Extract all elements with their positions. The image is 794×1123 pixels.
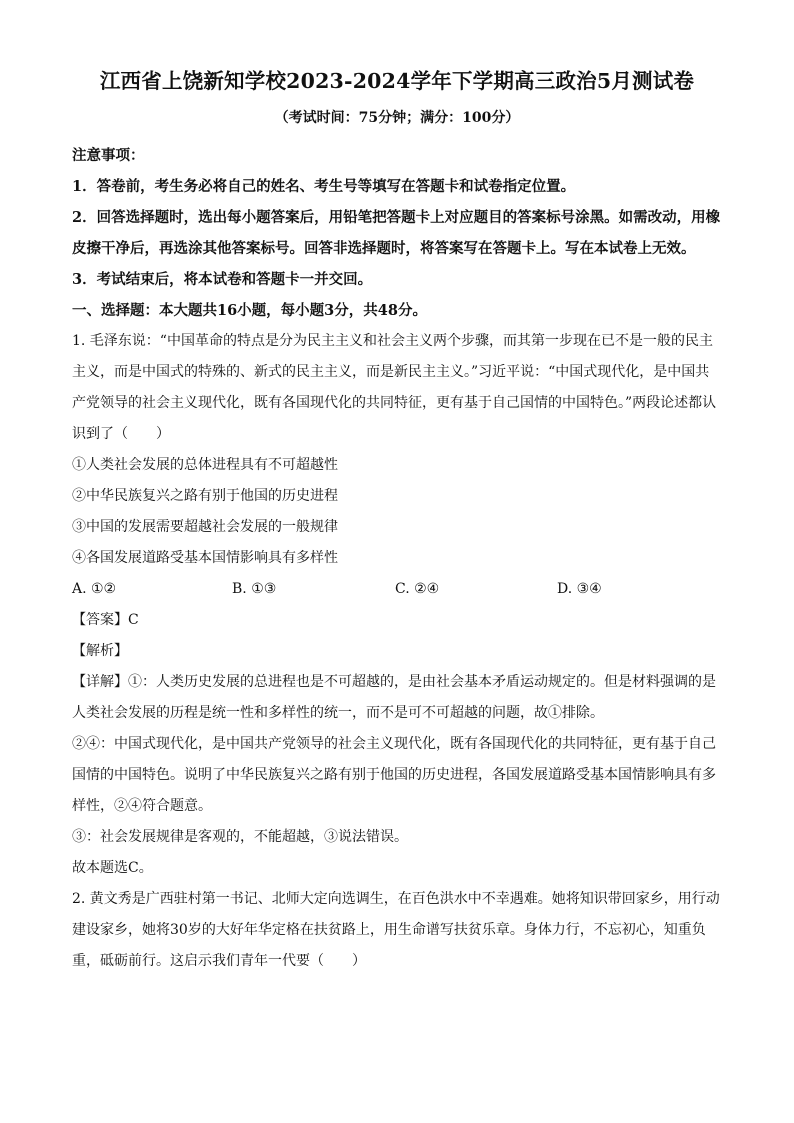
question-1-detail-1: 【详解】①：人类历史发展的总进程也是不可超越的，是由社会基本矛盾运动规定的。但是材料强调的是人类社会发展的历程是统一性和多样性的统一，而不是可不可超越的问题，故①排除。	[72, 674, 716, 721]
notice-heading: 注意事项：	[72, 147, 145, 164]
choice-d: D. ③④	[557, 581, 602, 597]
section-heading: 一、选择题：本大题共16小题，每小题3分，共48分。	[72, 302, 427, 319]
question-1-answer: 【答案】C	[72, 612, 139, 628]
question-1-choices	[72, 574, 722, 605]
question-1-stem: 1. 毛泽东说：“中国革命的特点是分为民主主义和社会主义两个步骤，而其第一步现在已不是一般的民主主义，而是中国式的特殊的、新式的民主主义，而是新民主主义。”习近平说：“中国式现代化，是中国共产党领导的社会主义现代化，既有各国现代化的共同特征，更有基于自己国情的中国特色。”两段论述都认识到了（ ）	[72, 333, 717, 442]
question-1-detail-3: ③：社会发展规律是客观的，不能超越，③说法错误。	[72, 829, 408, 845]
question-1-statement-1: ①人类社会发展的总体进程具有不可超越性	[72, 457, 338, 473]
choice-c: C. ②④	[395, 581, 440, 597]
choice-a: A. ①②	[72, 581, 117, 597]
question-1-statement-3: ③中国的发展需要超越社会发展的一般规律	[72, 519, 338, 535]
notice-item-1: 1．答卷前，考生务必将自己的姓名、考生号等填写在答题卡和试卷指定位置。	[72, 178, 576, 195]
choice-b: B. ①③	[232, 581, 277, 597]
question-1-analysis-label: 【解析】	[72, 643, 128, 659]
question-1-statement-4: ④各国发展道路受基本国情影响具有多样性	[72, 550, 338, 566]
question-1-statement-2: ②中华民族复兴之路有别于他国的历史进程	[72, 488, 338, 504]
question-1-conclusion: 故本题选C。	[72, 860, 153, 876]
notice-item-2: 2．回答选择题时，选出每小题答案后，用铅笔把答题卡上对应题目的答案标号涂黑。如需改动，用橡皮擦干净后，再选涂其他答案标号。回答非选择题时，将答案写在答题卡上。写在本试卷上无效。	[72, 209, 721, 257]
exam-title: 江西省上饶新知学校2023-2024学年下学期高三政治5月测试卷	[99, 69, 695, 93]
notice-item-3: 3．考试结束后，将本试卷和答题卡一并交回。	[72, 271, 373, 288]
exam-subtitle: （考试时间：75分钟；满分：100分）	[274, 110, 520, 126]
question-1-detail-2: ②④：中国式现代化，是中国共产党领导的社会主义现代化，既有各国现代化的共同特征，更有基于自己国情的中国特色。说明了中华民族复兴之路有别于他国的历史进程，各国发展道路受基本国情影响具有多样性，②④符合题意。	[72, 736, 716, 814]
question-2-stem: 2. 黄文秀是广西驻村第一书记、北师大定向选调生，在百色洪水中不幸遇难。她将知识带回家乡，用行动建设家乡，她将30岁的大好年华定格在扶贫路上，用生命谱写扶贫乐章。身体力行，不忘初心，知重负重，砥砺前行。这启示我们青年一代要（ ）	[72, 891, 720, 969]
